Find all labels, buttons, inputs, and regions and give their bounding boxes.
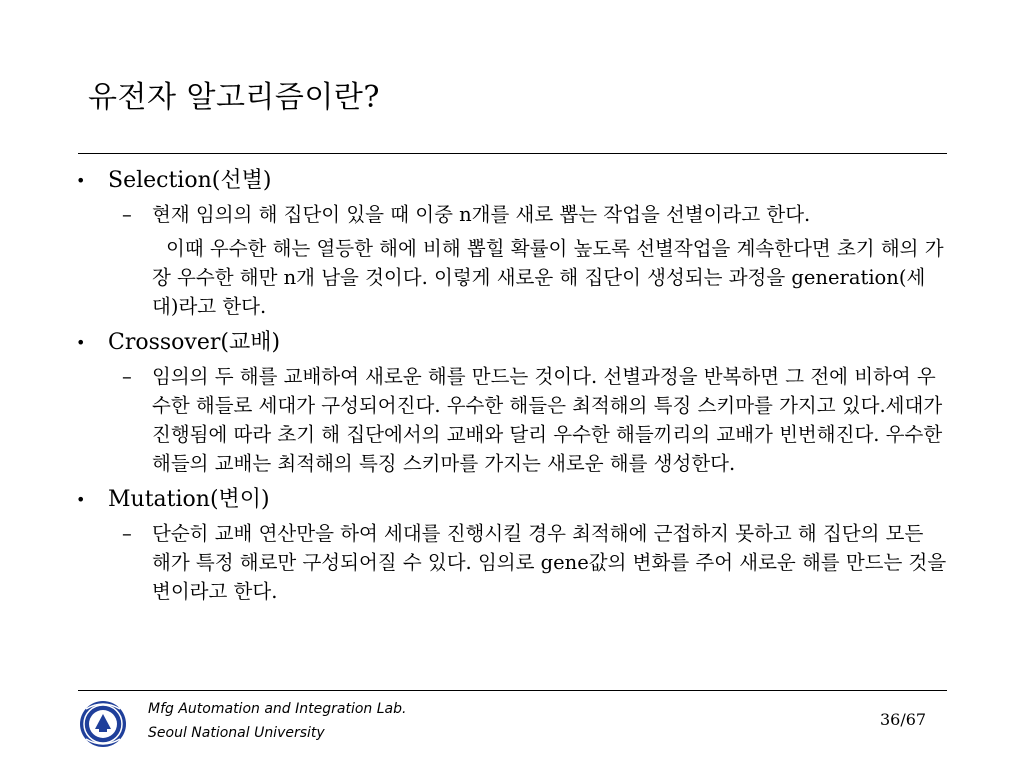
snu-emblem-logo <box>78 699 128 749</box>
sub-text: 임의의 두 해를 교배하여 새로운 해를 만드는 것이다. 선별과정을 반복하면 그 전에 비하여 우수한 해들로 세대가 구성되어진다. 우수한 해들은 최적해의 특징 스키마를 가지고 있다.세대가 진행됨에 따라 초기 해 집단에서의 교배와 달리 우수한 해들끼리의 교배가 빈번해진다. 우수한 해들의 교배는 최적해의 특징 스키마를 가지는 새로운 해를 생성한다. <box>152 365 943 475</box>
sub-dash: – <box>122 522 132 545</box>
sub-dash: – <box>122 203 132 226</box>
footer-university: Seoul National University <box>148 725 325 741</box>
slide-body <box>72 165 952 606</box>
bullet-label: Crossover(교배) <box>108 330 281 355</box>
footer-lab-name: Mfg Automation and Integration Lab. <box>148 701 407 717</box>
sub-dash: – <box>122 365 132 388</box>
bullet-mutation <box>72 484 952 516</box>
page-number: 36/67 <box>880 710 927 729</box>
sub-item <box>122 200 947 321</box>
bullet-dot: • <box>76 490 86 509</box>
bullet-selection <box>72 165 952 197</box>
slide-title: 유전자 알고리즘이란? <box>88 80 380 115</box>
footer-divider <box>78 690 947 691</box>
title-divider <box>78 153 947 154</box>
bullet-label: Selection(선별) <box>108 168 272 193</box>
sub-item <box>122 519 947 606</box>
bullet-dot: • <box>76 333 86 352</box>
sub-continuation: 이때 우수한 해는 열등한 해에 비해 뽑힐 확률이 높도록 선별작업을 계속한다면 초기 해의 가장 우수한 해만 n개 남을 것이다. 이렇게 새로운 해 집단이 생성되는 과정을 generation(세대)라고 한다. <box>152 237 944 318</box>
bullet-dot: • <box>76 171 86 190</box>
bullet-label: Mutation(변이) <box>108 487 270 512</box>
bullet-crossover <box>72 327 952 359</box>
sub-text: 단순히 교배 연산만을 하여 세대를 진행시킬 경우 최적해에 근접하지 못하고 해 집단의 모든 해가 특정 해로만 구성되어질 수 있다. 임의로 gene값의 변화를 주어 새로운 해를 만드는 것을 변이라고 한다. <box>152 522 947 603</box>
sub-text: 현재 임의의 해 집단이 있을 때 이중 n개를 새로 뽑는 작업을 선별이라고 한다. <box>152 203 811 226</box>
sub-item <box>122 362 947 478</box>
